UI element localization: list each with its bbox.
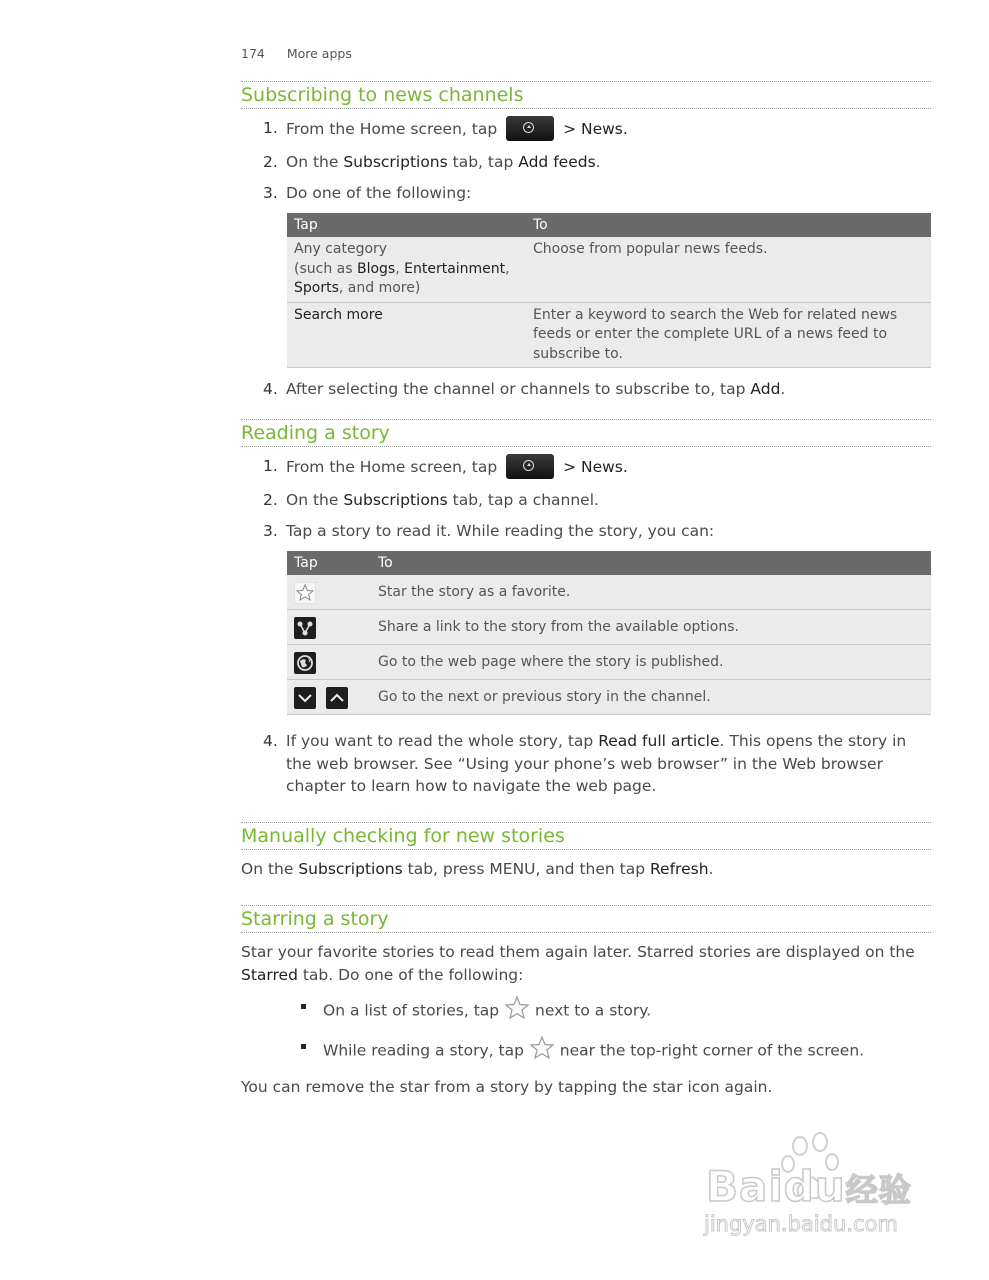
text: . xyxy=(780,380,786,398)
table-cell-tap xyxy=(287,680,371,715)
chapter-name: More apps xyxy=(286,46,352,61)
text: tab, tap xyxy=(447,153,519,171)
star-icon xyxy=(294,582,316,604)
bullet-marker xyxy=(301,1004,306,1009)
text: du xyxy=(783,1162,846,1211)
step-text-news: > News. xyxy=(563,120,628,138)
table-row xyxy=(287,610,931,645)
baidu-watermark xyxy=(700,1130,940,1250)
table-cell-tap: Search more xyxy=(287,302,526,368)
text: . xyxy=(708,860,714,878)
text: If you want to read the whole story, tap xyxy=(286,732,599,750)
table-row xyxy=(287,645,931,680)
text-subscriptions: Subscriptions xyxy=(298,860,403,878)
star-icon xyxy=(529,1036,555,1066)
text: next to a story. xyxy=(535,1001,652,1020)
step-text-news: > News. xyxy=(563,458,628,476)
table-cell-to: Choose from popular news feeds. xyxy=(526,237,931,302)
text: (such as xyxy=(294,260,357,277)
text-subscriptions: Subscriptions xyxy=(343,153,448,171)
share-icon xyxy=(294,617,316,639)
step-number: 4. xyxy=(263,380,278,398)
text: On a list of stories, tap xyxy=(323,1001,500,1020)
table-row xyxy=(287,575,931,610)
text-entertainment: Entertainment xyxy=(404,260,506,277)
text: , xyxy=(505,260,510,277)
step-number: 3. xyxy=(263,184,278,202)
watermark-url: jingyan.baidu.com xyxy=(704,1212,898,1236)
all-apps-button-icon xyxy=(506,454,554,479)
all-apps-button-icon xyxy=(506,116,554,141)
table-row xyxy=(287,237,931,302)
section-reading xyxy=(241,419,931,798)
step-text: Tap a story to read it. While reading the story, you can: xyxy=(286,522,715,540)
step-number: 4. xyxy=(263,732,278,750)
star-icon xyxy=(504,996,530,1026)
text: , and more) xyxy=(338,280,421,296)
column-header-to: To xyxy=(526,213,931,237)
step-2 xyxy=(241,489,931,511)
text-add: Add xyxy=(750,380,781,398)
table-cell-to: Share a link to the story from the available options. xyxy=(371,610,931,645)
table-cell-to: Star the story as a favorite. xyxy=(371,575,931,610)
column-header-tap: Tap xyxy=(287,213,526,237)
step-number: 2. xyxy=(263,153,278,171)
step-4 xyxy=(241,378,931,400)
table-cell-tap xyxy=(287,575,371,610)
step-number: 1. xyxy=(263,457,278,475)
text-starred: Starred xyxy=(241,965,298,984)
section-title: Reading a story xyxy=(241,419,931,447)
step-4 xyxy=(241,730,931,798)
table-cell-tap xyxy=(287,645,371,680)
text: On the xyxy=(286,153,344,171)
chevron-up-icon xyxy=(326,687,348,709)
watermark-brand xyxy=(706,1162,912,1211)
column-header-tap: Tap xyxy=(287,551,371,575)
step-text: From the Home screen, tap xyxy=(286,120,498,138)
table-cell-to: Enter a keyword to search the Web for related news feeds or enter the complete URL of a news feed to subscribe to. xyxy=(526,302,931,368)
text: Bai xyxy=(706,1162,784,1211)
text: Star your favorite stories to read them again later. Starred stories are displayed on the xyxy=(241,943,915,961)
table-cell-tap xyxy=(287,610,371,645)
text: On the xyxy=(286,491,344,509)
text: tab, tap a channel. xyxy=(447,491,599,509)
table-row xyxy=(287,680,931,715)
text-subscriptions: Subscriptions xyxy=(343,491,448,509)
text: While reading a story, tap xyxy=(323,1041,524,1060)
text: . This opens the story in the web browser. See “Using your phone’s web browser” in the Web browser chapter to learn how to navigate the web page. xyxy=(286,732,907,795)
step-2 xyxy=(241,151,931,173)
text: On the xyxy=(241,860,299,878)
text-add-feeds: Add feeds xyxy=(518,153,596,171)
text-refresh: Refresh xyxy=(649,860,709,878)
story-actions-table xyxy=(287,551,931,715)
text: After selecting the channel or channels to subscribe to, tap xyxy=(286,380,751,398)
page-number: 174 xyxy=(241,46,265,61)
step-number: 2. xyxy=(263,491,278,509)
text-read-full-article: Read full article xyxy=(598,732,720,750)
text: , xyxy=(395,260,405,277)
chevron-down-icon xyxy=(294,687,316,709)
table-row xyxy=(287,302,931,368)
section-title: Manually checking for new stories xyxy=(241,822,931,850)
section-subscribing xyxy=(241,81,931,400)
paragraph xyxy=(241,941,931,986)
text: . xyxy=(595,153,601,171)
subscribe-options-table xyxy=(287,213,931,368)
bullet-marker xyxy=(301,1044,306,1049)
text: tab, press MENU, and then tap xyxy=(402,860,650,878)
page-header xyxy=(241,46,352,61)
paragraph xyxy=(241,858,931,881)
step-3 xyxy=(241,520,931,542)
table-cell-to: Go to the web page where the story is published. xyxy=(371,645,931,680)
step-1 xyxy=(241,117,931,142)
section-checking xyxy=(241,822,931,881)
bullet-item xyxy=(241,996,931,1026)
step-3 xyxy=(241,182,931,204)
section-title: Subscribing to news channels xyxy=(241,81,931,109)
text: tab. Do one of the following: xyxy=(297,965,524,984)
text: Any category xyxy=(294,241,388,257)
step-1 xyxy=(241,455,931,480)
section-title: Starring a story xyxy=(241,905,931,933)
table-cell-tap xyxy=(287,237,526,302)
step-number: 1. xyxy=(263,119,278,137)
step-text: From the Home screen, tap xyxy=(286,458,498,476)
globe-icon xyxy=(294,652,316,674)
section-starring xyxy=(241,905,931,1099)
table-cell-to: Go to the next or previous story in the channel. xyxy=(371,680,931,715)
column-header-to: To xyxy=(371,551,931,575)
paragraph: You can remove the star from a story by tapping the star icon again. xyxy=(241,1078,773,1096)
text: 经验 xyxy=(845,1171,912,1209)
text-sports: Sports xyxy=(294,280,339,296)
step-text: Do one of the following: xyxy=(286,184,472,202)
step-number: 3. xyxy=(263,522,278,540)
bullet-item xyxy=(241,1036,931,1066)
text: near the top-right corner of the screen. xyxy=(559,1041,865,1060)
text-blogs: Blogs xyxy=(356,260,396,277)
